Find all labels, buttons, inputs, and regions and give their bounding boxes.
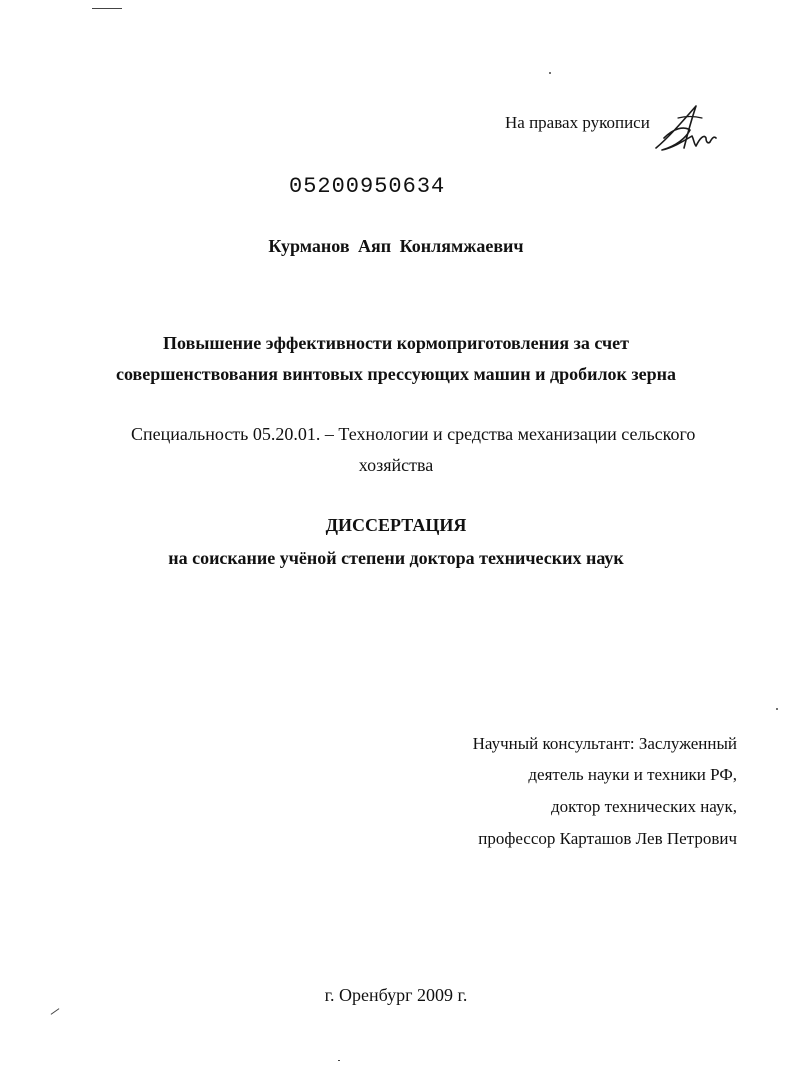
consultant-line-1: Научный консультант: Заслуженный xyxy=(472,734,737,753)
manuscript-rights-label: На правах рукописи xyxy=(505,113,650,132)
thesis-title-line-1: Повышение эффективности кормоприготовления за счет xyxy=(163,333,629,353)
author-name: Курманов Аяп Конлямжаевич xyxy=(268,236,524,256)
signature-icon xyxy=(648,98,724,160)
scan-artifact-tick xyxy=(51,1008,60,1015)
specialty-line-2: хозяйства xyxy=(358,455,434,475)
degree-subtitle: на соискание учёной степени доктора технических наук xyxy=(168,548,624,568)
consultant-line-2: деятель науки и техники РФ, xyxy=(528,765,737,784)
scan-artifact-dot xyxy=(776,708,778,710)
scan-artifact-dot xyxy=(549,72,551,74)
thesis-title-line-2: совершенствования винтовых прессующих машин и дробилок зерна xyxy=(115,364,677,384)
specialty-line-1: Специальность 05.20.01. – Технологии и средства механизации сельского xyxy=(131,424,696,444)
city-year: г. Оренбург 2009 г. xyxy=(324,985,468,1005)
scan-artifact-line xyxy=(92,8,122,9)
consultant-line-3: доктор технических наук, xyxy=(550,797,737,816)
document-type-heading: ДИССЕРТАЦИЯ xyxy=(325,515,467,535)
scan-artifact-dot xyxy=(338,1060,340,1061)
document-registration-code: 05200950634 xyxy=(289,174,446,199)
consultant-line-4: профессор Карташов Лев Петрович xyxy=(478,829,737,848)
